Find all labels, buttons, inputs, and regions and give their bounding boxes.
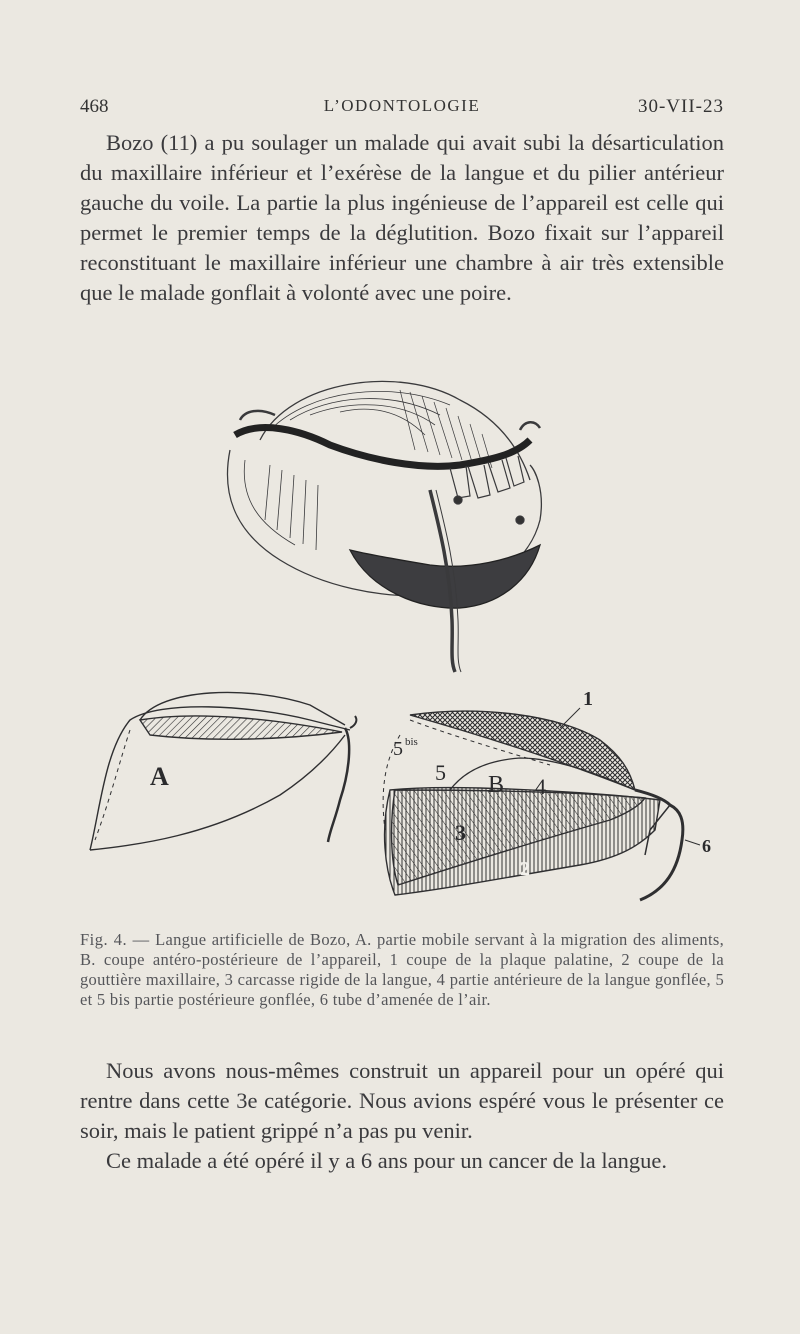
part-b-drawing (383, 708, 700, 900)
opening-paragraph-block (80, 128, 724, 308)
label-6: 6 (702, 836, 711, 856)
apparatus-illustration (200, 360, 560, 680)
label-5: 5 (435, 760, 446, 785)
label-1: 1 (583, 688, 593, 710)
label-4: 4 (535, 774, 546, 799)
paragraph: Ce malade a été opéré il y a 6 ans pour un cancer de la langue. (106, 1148, 667, 1173)
caption-label: Fig. 4. — (80, 930, 150, 949)
label-2: 2 (520, 858, 530, 880)
label-b: B (488, 772, 505, 798)
closing-paragraph-block (80, 1056, 724, 1176)
label-a: A (150, 762, 169, 791)
paragraph: Nous avons nous-mêmes construit un appareil pour un opéré qui rentre dans cette 3e catégorie. Nous avions espéré vous le présenter ce soir, mais le patient grippé n’a pas pu venir. (80, 1058, 724, 1143)
label-5bis-suffix: bis (405, 736, 418, 748)
journal-title: L’ODONTOLOGIE (323, 96, 481, 115)
part-a-drawing (90, 692, 356, 850)
label-3: 3 (455, 820, 466, 845)
section-diagram (80, 680, 730, 920)
label-5bis-number: 5 (393, 738, 403, 760)
caption-text: Langue artificielle de Bozo, A. partie mobile servant à la migration des aliments, B. coupe antéro-postérieure de l’appareil, 1 coupe de la plaque palatine, 2 coupe de la gouttière maxillaire, 3 carcasse rigide de la langue, 4 partie antérieure de la langue gonflée, 5 et 5 bis partie postérieure gonflée, 6 tube d’amenée de l’air. (80, 930, 724, 1009)
issue-date: 30-VII-23 (637, 96, 724, 117)
figure-caption (80, 930, 724, 1010)
paragraph: Bozo (11) a pu soulager un malade qui avait subi la désarticulation du maxillaire inférieur et l’exérèse de la langue et du pilier antérieur gauche du voile. La partie la plus ingénieuse de l’appareil est celle qui permet le premier temps de la déglutition. Bozo fixait sur l’appareil reconstituant le maxillaire inférieur une chambre à air très extensible que le malade gonflait à volonté avec une poire. (80, 130, 724, 305)
page-number: 468 (80, 96, 109, 117)
